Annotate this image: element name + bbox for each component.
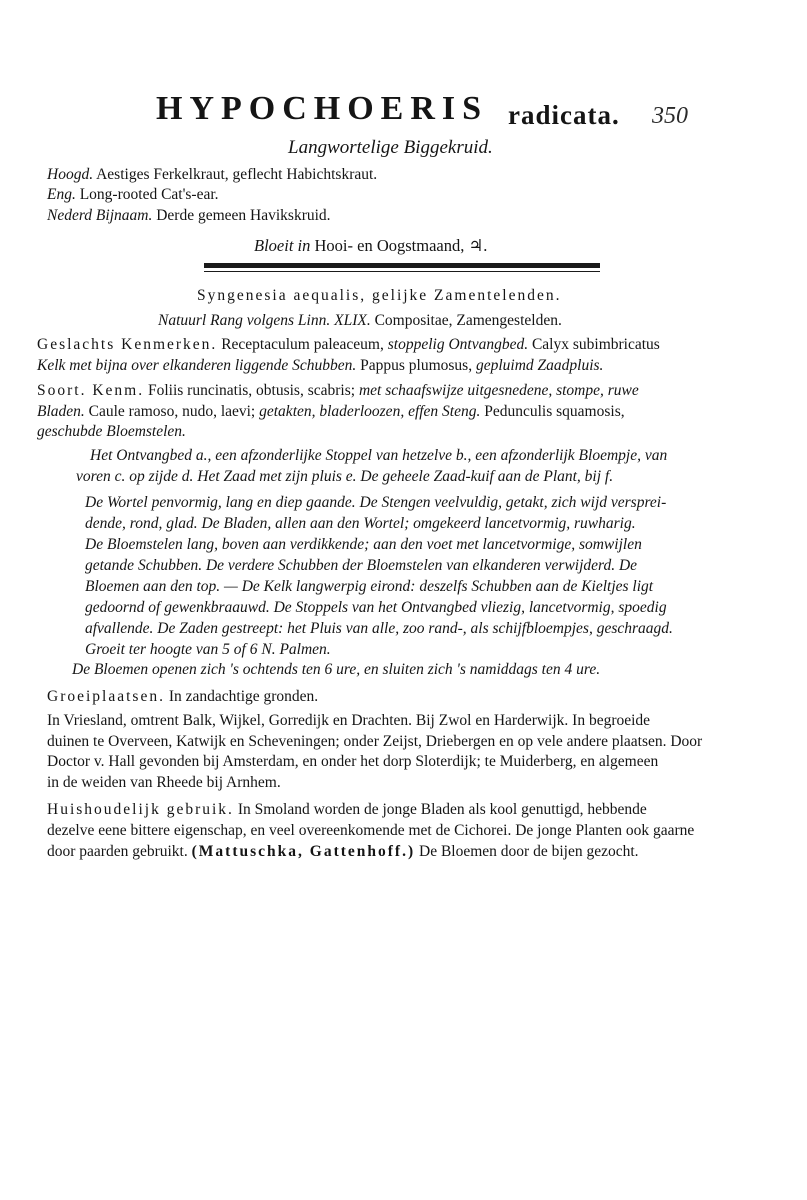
figure-note-line: Het Ontvangbed a., een afzonderlijke Stoppel van hetzelve b., een afzonderlijk Bloempje, van	[90, 447, 668, 464]
household-text: De Bloemen door de bijen gezocht.	[419, 843, 639, 860]
habitat-line: Doctor v. Hall gevonden bij Amsterdam, en onder het dorp Sloterdijk; te Muiderberg, en algemeen	[47, 753, 659, 770]
habitat-text: In zandachtige gronden.	[168, 688, 319, 705]
synonym-name: Derde gemeen Havikskruid.	[156, 207, 331, 224]
description-line: getande Schubben. De verdere Schubben der Bloemstelen van elkanderen verwijderd. De	[85, 557, 638, 574]
citation: (Mattuschka, Gattenhoff.)	[191, 843, 416, 860]
section-label: Groeiplaatsen.	[47, 688, 165, 705]
synonym-lang: Nederd Bijnaam.	[47, 207, 153, 224]
description-line: De Bloemstelen lang, boven aan verdikkende; aan den voet met lancetvormige, somwijlen	[85, 536, 642, 553]
dutch-text: met schaafswijze uitgesnedene, stompe, ruwe	[358, 382, 639, 399]
habitat-heading	[47, 688, 318, 706]
dutch-text: getakten, bladerloozen, effen Steng.	[259, 402, 481, 420]
description-line: Bloemen aan den top. — De Kelk langwerpig eirond: deszelfs Schubben aan de Kieltjes ligt	[85, 578, 654, 595]
latin-text: Pedunculis squamosis,	[484, 402, 625, 420]
natural-rank	[158, 312, 562, 330]
dutch-name: Langwortelige Biggekruid.	[288, 137, 493, 158]
species-title: radicata.	[508, 100, 620, 130]
handwritten-page-number: 350	[652, 103, 688, 129]
synonym-name: Long-rooted Cat's-ear.	[79, 186, 219, 203]
household-text: dezelve eene bittere eigenschap, en veel overeenkomende met de Cichorei. De jonge Planten ook gaarne	[47, 822, 695, 839]
household-use	[47, 799, 694, 862]
section-label: Soort. Kenm.	[37, 382, 145, 399]
description	[85, 492, 673, 660]
thick-rule	[204, 263, 600, 268]
household-text: door paarden gebruikt.	[47, 843, 188, 860]
natural-rank-label: Natuurl Rang volgens Linn. XLIX.	[158, 312, 371, 329]
dutch-text: gepluimd Zaadpluis.	[475, 356, 604, 374]
synonym-english	[47, 186, 219, 204]
habitat-line: in de weiden van Rheede bij Arnhem.	[47, 773, 281, 791]
latin-text: Foliis runcinatis, obtusis, scabris;	[147, 382, 356, 399]
household-text: In Smoland worden de jonge Bladen als kool genuttigd, hebbende	[237, 801, 647, 818]
description-line: gedoornd of gewenkbraauwd. De Stoppels van het Ontvangbed vliezig, lancetvormig, spoedig	[85, 599, 667, 616]
dutch-text: stoppelig Ontvangbed.	[387, 336, 529, 353]
section-label: Geslachts Kenmerken.	[37, 336, 218, 353]
description-line: De Wortel penvormig, lang en diep gaande. De Stengen veelvuldig, getakt, zich wijd versprei-	[85, 494, 667, 511]
synonym-dutch	[47, 207, 331, 225]
synonym-lang: Hoogd.	[47, 166, 94, 183]
flowering-value: Hooi- en Oogstmaand, ♃.	[314, 236, 488, 255]
description-line: Groeit ter hoogte van 5 of 6 N. Palmen.	[85, 641, 331, 658]
latin-text: Receptaculum paleaceum,	[221, 336, 384, 353]
flower-opening-note: De Bloemen openen zich 's ochtends ten 6 ure, en sluiten zich 's namiddags ten 4 ure.	[72, 661, 601, 678]
section-label: Huishoudelijk gebruik.	[47, 801, 234, 818]
linnean-class: Syngenesia aequalis, gelijke Zamentelenden.	[197, 287, 562, 304]
dutch-text: Bladen.	[37, 402, 85, 420]
genus-characters	[37, 335, 660, 376]
description-line: dende, rond, glad. De Bladen, allen aan den Wortel; omgekeerd lancetvormig, ruwharig.	[85, 515, 636, 532]
habitat-line: duinen te Overveen, Katwijk en Scheveningen; onder Zeijst, Driebergen en op vele andere plaatsen. Door	[47, 732, 703, 750]
habitat-locations	[47, 711, 702, 793]
dutch-text: Kelk met bijna over elkanderen liggende Schubben.	[37, 356, 357, 374]
latin-text: Caule ramoso, nudo, laevi;	[88, 402, 256, 420]
flowering-label: Bloeit in	[254, 236, 311, 255]
habitat-line: In Vriesland, omtrent Balk, Wijkel, Gorredijk en Drachten. Bij Zwol en Harderwijk. In begroeide	[47, 712, 651, 729]
description-line: afvallende. De Zaden gestreept: het Pluis van alle, zoo rand-, als schijfbloempjes, geschraagd.	[85, 620, 673, 637]
synonym-lang: Eng.	[47, 186, 76, 203]
thin-rule	[204, 271, 600, 272]
flowering-period	[254, 236, 487, 256]
latin-text: Pappus plumosus,	[360, 356, 473, 374]
natural-rank-value: Compositae, Zamengestelden.	[374, 312, 562, 329]
genus-title: HYPOCHOERIS	[156, 90, 489, 127]
synonym-name: Aestiges Ferkelkraut, geflecht Habichtskraut.	[96, 166, 378, 183]
species-characters	[37, 381, 639, 443]
dutch-text: geschubde Bloemstelen.	[37, 423, 186, 441]
synonym-german	[47, 166, 377, 184]
figure-notes	[76, 446, 668, 487]
figure-note-line: voren c. op zijde d. Het Zaad met zijn pluis e. De geheele Zaad-kuif aan de Plant, bij f.	[76, 467, 614, 485]
latin-text: Calyx subimbricatus	[531, 336, 660, 353]
